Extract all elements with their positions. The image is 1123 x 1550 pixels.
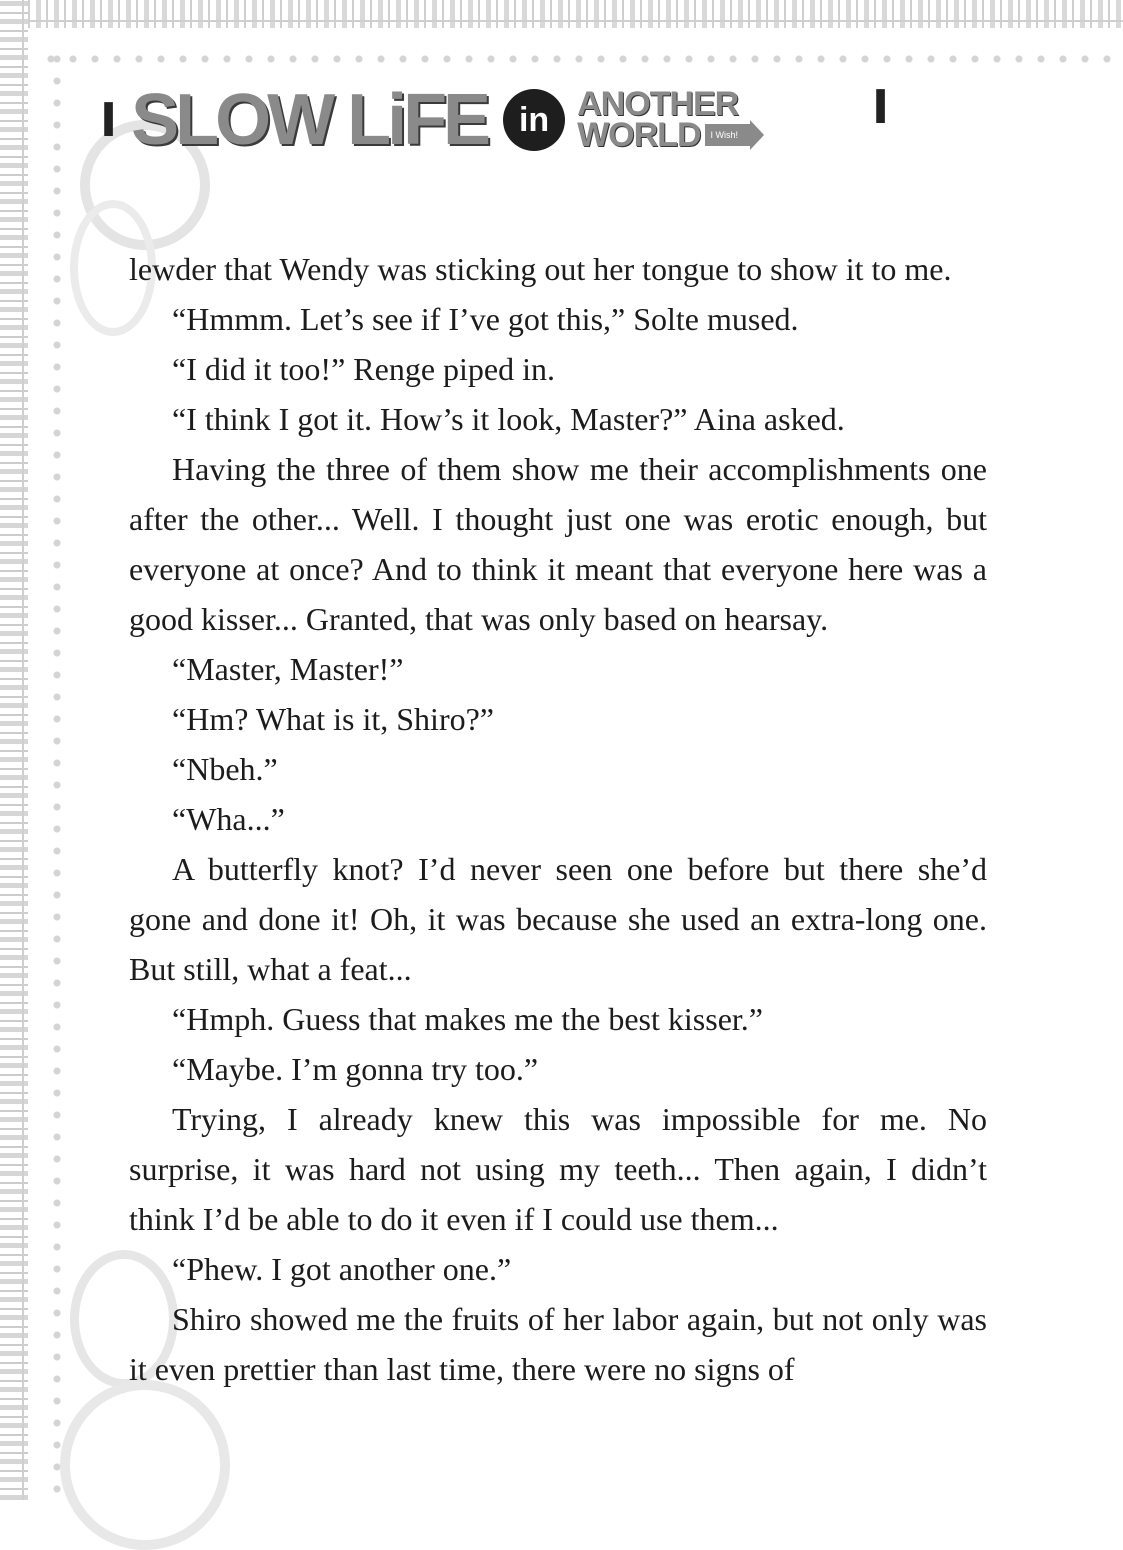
in-badge: in [503, 89, 565, 151]
paragraph: “Maybe. I’m gonna try too.” [172, 1051, 539, 1087]
paragraph: Trying, I already knew this was impossible for me. No surprise, it was hard not using my teeth... Then again, I didn’t think I’d be able to do it even if I could use them... [129, 1101, 987, 1237]
bracket-left-icon: I [100, 93, 118, 147]
series-subtitle [577, 85, 752, 154]
subtitle-world-row [577, 116, 752, 154]
diamond-pattern-column [46, 48, 68, 1500]
paragraph: “Hmmm. Let’s see if I’ve got this,” Solte mused. [172, 301, 799, 337]
paragraph: “Phew. I got another one.” [172, 1251, 512, 1287]
paragraph: “Hm? What is it, Shiro?” [172, 701, 494, 737]
paragraph: Having the three of them show me their accomplishments one after the other... Well. I thought just one was erotic enough, but everyone at once? And to think it meant that everyone here was a good kisser... Granted, that was only based on hearsay. [129, 451, 987, 637]
bracket-right-icon: I [872, 80, 890, 134]
series-title: SLOW LiFE [131, 80, 488, 160]
paragraph: “Master, Master!” [172, 651, 404, 687]
paragraph: “Hmph. Guess that makes me the best kisser.” [172, 1001, 763, 1037]
paragraph: “I think I got it. How’s it look, Master?” Aina asked. [172, 401, 845, 437]
subtitle-another: ANOTHER [577, 85, 739, 124]
paragraph: “I did it too!” Renge piped in. [172, 351, 556, 387]
running-header [100, 80, 900, 160]
body-text [129, 244, 987, 1394]
subtitle-world: WORLD [577, 116, 701, 154]
decorative-border-left [0, 0, 28, 1500]
scroll-ornament-bottom [60, 1380, 230, 1550]
arrow-tag: I Wish! [705, 124, 753, 146]
paragraph: “Wha...” [172, 801, 285, 837]
paragraph: “Nbeh.” [172, 751, 278, 787]
paragraph: lewder that Wendy was sticking out her tongue to show it to me. [129, 251, 952, 287]
decorative-border-top [0, 0, 1123, 28]
paragraph: A butterfly knot? I’d never seen one before but there she’d gone and done it! Oh, it was because she used an extra-long one. But still, what a feat... [129, 851, 987, 987]
diamond-pattern-row [40, 48, 1123, 70]
paragraph: Shiro showed me the fruits of her labor again, but not only was it even prettier than last time, there were no signs of [129, 1301, 987, 1387]
